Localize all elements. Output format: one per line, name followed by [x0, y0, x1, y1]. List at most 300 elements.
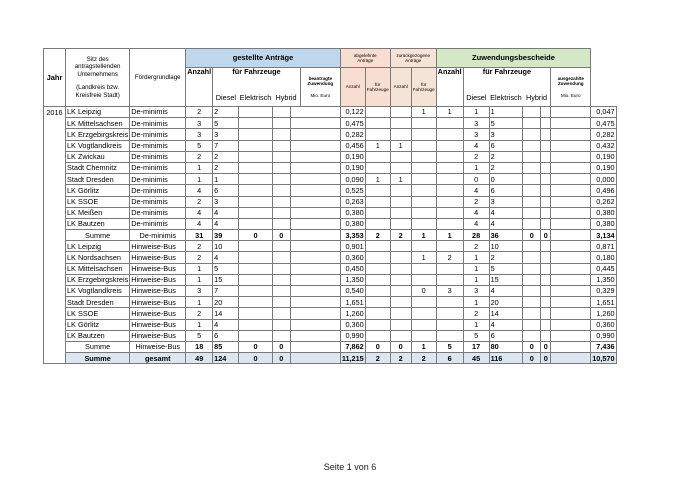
cell-region: LK Vogtlandkreis: [66, 140, 130, 151]
cell-region: LK Görlitz: [66, 319, 130, 330]
cell-z-anz: [411, 297, 436, 308]
table-row: [44, 330, 617, 341]
cell-w-h: [551, 263, 591, 274]
cell-w-mio: 10,570: [592, 353, 615, 363]
cell-a-f: [390, 218, 411, 229]
cell-g-d: [239, 162, 273, 173]
cell-g-f: 14: [213, 308, 239, 319]
cell-g-h: [290, 274, 340, 285]
cell-z-f: [436, 274, 463, 285]
cell-w-e: [541, 107, 551, 118]
cell-g-anz: 1: [186, 274, 213, 285]
cell-w-f: 80: [489, 341, 523, 352]
cell-z-anz: [411, 196, 436, 207]
cell-w-d: [523, 241, 541, 252]
cell-g-e: [272, 297, 290, 308]
cell-g-f: 20: [213, 297, 239, 308]
cell-g-e: [272, 274, 290, 285]
cell-g-e: 0: [272, 230, 290, 241]
cell-g-f: 4: [213, 207, 239, 218]
cell-g-f: 85: [213, 341, 239, 352]
cell-grund: De-minimis: [130, 162, 186, 173]
cell-w-e: [541, 218, 551, 229]
cell-a-f: [390, 297, 411, 308]
cell-w-e: 0: [541, 341, 551, 352]
table-row: [44, 107, 617, 118]
cell-a-anz: [365, 241, 390, 252]
cell-z-f: [436, 118, 463, 129]
cell-region: LK Mittelsachsen: [66, 263, 130, 274]
cell-w-h: [551, 207, 591, 218]
cell-g-f: 6: [213, 330, 239, 341]
year-cell: 2016: [44, 107, 66, 364]
cell-w-mio: 0,190: [591, 151, 616, 162]
cell-w-mio: 0,282: [591, 129, 616, 140]
cell-w-f: 15: [489, 274, 523, 285]
cell-g-anz: 31: [186, 230, 213, 241]
cell-g-h: [290, 118, 340, 129]
cell-w-e: [541, 263, 551, 274]
cell-g-d: [239, 330, 273, 341]
cell-g-d: [239, 196, 273, 207]
cell-w-h: [551, 151, 591, 162]
header-zurueck-line: Anträge: [405, 58, 422, 63]
cell-w-anz: 45: [463, 353, 489, 364]
cell-z-f: 1: [436, 230, 463, 241]
table-row: [44, 151, 617, 162]
cell-w-f: 20: [489, 297, 523, 308]
table-row: [44, 129, 617, 140]
cell-g-h: [290, 162, 340, 173]
header-zurueck-anzahl: Anzahl: [390, 68, 411, 107]
cell-z-anz: [411, 140, 436, 151]
cell-region: LK SSOE: [66, 308, 130, 319]
header-zurueck-fuer-line: für: [421, 81, 427, 87]
cell-w-f: 2: [489, 162, 523, 173]
cell-g-e: [272, 151, 290, 162]
header-sitz-line: Sitz des: [86, 55, 109, 63]
cell-w-h: [551, 297, 591, 308]
cell-w-mio: 1,651: [591, 297, 616, 308]
cell-z-anz: [411, 207, 436, 218]
header-zuwendung-hybrid: Hybrid: [523, 80, 551, 107]
cell-a-anz: [365, 319, 390, 330]
cell-w-f: 3: [489, 129, 523, 140]
cell-w-f: 4: [489, 218, 523, 229]
cell-w-d: [523, 330, 541, 341]
cell-w-d: [523, 118, 541, 129]
cell-w-d: [523, 274, 541, 285]
cell-grund: Hinweise-Bus: [130, 297, 186, 308]
cell-g-d: 0: [239, 353, 273, 364]
cell-w-d: [523, 151, 541, 162]
cell-w-anz: 3: [463, 129, 489, 140]
table-row: [44, 140, 617, 151]
cell-w-f: 116: [489, 353, 523, 364]
cell-g-f: 7: [213, 140, 239, 151]
cell-g-h: [290, 140, 340, 151]
cell-w-anz: 1: [463, 252, 489, 263]
cell-w-f: 2: [489, 252, 523, 263]
cell-g-h: [290, 341, 340, 352]
cell-g-e: [272, 319, 290, 330]
cell-g-anz: 1: [186, 297, 213, 308]
cell-w-h: [551, 330, 591, 341]
header-zurueck-fuer-line: Fahrzeuge: [412, 87, 435, 92]
cell-w-d: [523, 129, 541, 140]
cell-w-e: [541, 185, 551, 196]
cell-g-h: [290, 185, 340, 196]
cell-w-mio: 0,475: [591, 118, 616, 129]
cell-g-f: 10: [213, 241, 239, 252]
cell-a-anz: [365, 274, 390, 285]
cell-w-h: [551, 185, 591, 196]
table-row: [44, 286, 617, 297]
cell-g-mio: 0,190: [340, 151, 365, 162]
cell-g-e: [272, 308, 290, 319]
cell-g-e: [272, 162, 290, 173]
cell-grund: Hinweise-Bus: [130, 252, 186, 263]
cell-w-mio: 0,380: [591, 218, 616, 229]
cell-grund: De-minimis: [130, 129, 186, 140]
cell-region: LK Vogtlandkreis: [66, 286, 130, 297]
header-ausgezahlte-unit: Mio. Euro: [560, 92, 581, 98]
cell-z-f: [436, 162, 463, 173]
cell-grund: Hinweise-Bus: [130, 341, 186, 352]
cell-a-f: [390, 151, 411, 162]
table-row: [44, 162, 617, 173]
cell-w-f: 6: [489, 185, 523, 196]
cell-z-f: [436, 129, 463, 140]
cell-g-f: 39: [213, 230, 239, 241]
cell-z-anz: [411, 308, 436, 319]
cell-g-f: 6: [213, 185, 239, 196]
header-beantragte-zuwendung: [300, 68, 340, 107]
header-beantragte-line: beantragte: [308, 76, 333, 82]
header-sitz: [66, 49, 130, 107]
cell-g-e: [272, 196, 290, 207]
cell-z-f: [436, 319, 463, 330]
cell-a-anz: [365, 162, 390, 173]
header-beantragte-unit: Mio. Euro: [310, 92, 331, 98]
cell-z-anz: [411, 174, 436, 185]
cell-g-h: [290, 174, 340, 185]
cell-w-anz: 1: [463, 297, 489, 308]
cell-g-d: [239, 319, 273, 330]
table-row: [44, 297, 617, 308]
cell-a-f: [390, 286, 411, 297]
cell-w-f: 4: [489, 319, 523, 330]
cell-g-anz: 1: [186, 174, 213, 185]
cell-z-anz: 1: [411, 107, 436, 118]
cell-w-d: [523, 308, 541, 319]
cell-region: LK Zwickau: [66, 151, 130, 162]
cell-region: LK Erzgebirgskreis: [67, 129, 129, 139]
cell-w-mio: 0,360: [591, 319, 616, 330]
cell-w-anz: 4: [463, 218, 489, 229]
cell-g-d: [239, 174, 273, 185]
cell-w-e: 0: [541, 353, 551, 364]
cell-g-d: [239, 308, 273, 319]
cell-g-mio: 0,475: [340, 118, 365, 129]
cell-region: LK Mittelsachsen: [66, 118, 130, 129]
cell-a-f: [390, 252, 411, 263]
cell-w-anz: 1: [463, 107, 489, 118]
cell-w-anz: 0: [463, 174, 489, 185]
cell-w-h: [551, 353, 591, 364]
cell-w-f: 2: [489, 151, 523, 162]
header-zuwendung-anzahl: Anzahl: [436, 68, 463, 107]
header-sitz-line: Unternehmens: [77, 70, 118, 78]
cell-g-mio: 0,090: [340, 174, 365, 185]
cell-w-d: 0: [523, 353, 541, 364]
cell-z-f: [436, 330, 463, 341]
cell-w-e: [541, 162, 551, 173]
cell-g-f: 5: [213, 118, 239, 129]
cell-region: Summe: [66, 230, 130, 241]
cell-w-e: [541, 196, 551, 207]
cell-grund: De-minimis: [130, 185, 186, 196]
cell-g-mio: 0,360: [340, 252, 365, 263]
cell-z-f: [436, 185, 463, 196]
cell-z-anz: [411, 118, 436, 129]
cell-w-f: 4: [489, 207, 523, 218]
cell-a-f: 2: [390, 230, 411, 241]
cell-w-h: [551, 174, 591, 185]
cell-g-anz: 4: [186, 207, 213, 218]
cell-w-d: 0: [523, 341, 541, 352]
header-jahr: Jahr: [44, 49, 66, 107]
cell-g-e: 0: [272, 353, 290, 364]
cell-g-mio: 0,190: [340, 162, 365, 173]
cell-g-mio: 1,651: [340, 297, 365, 308]
cell-g-d: [239, 129, 273, 140]
cell-w-anz: 2: [463, 151, 489, 162]
cell-z-f: [436, 174, 463, 185]
table-row: [44, 196, 617, 207]
cell-g-e: [272, 140, 290, 151]
cell-g-d: [239, 252, 273, 263]
table-row: [44, 263, 617, 274]
header-zurueckgezogene-antraege: [390, 49, 436, 68]
cell-w-e: [541, 252, 551, 263]
cell-z-f: 2: [436, 252, 463, 263]
cell-grund: De-minimis: [130, 151, 186, 162]
header-abgelehnte-line: Anträge: [357, 58, 374, 63]
cell-w-e: [541, 297, 551, 308]
cell-g-h: [290, 207, 340, 218]
cell-w-h: [551, 252, 591, 263]
header-zuwendung-elektrisch: Elektrisch: [489, 80, 523, 107]
header-ausgezahlte-line: Zuwendung: [557, 81, 584, 87]
cell-g-anz: 1: [186, 162, 213, 173]
cell-w-anz: 3: [463, 286, 489, 297]
cell-w-mio: 0,432: [591, 140, 616, 151]
cell-w-e: [541, 330, 551, 341]
cell-grund: De-minimis: [130, 218, 186, 229]
cell-grund: Hinweise-Bus: [130, 263, 186, 274]
summary-row: [44, 341, 617, 352]
cell-a-anz: 0: [365, 341, 390, 352]
cell-g-f: 4: [213, 252, 239, 263]
cell-g-d: [239, 118, 273, 129]
cell-a-f: 0: [390, 341, 411, 352]
cell-w-f: 3: [489, 196, 523, 207]
cell-g-h: [290, 263, 340, 274]
cell-a-f: [390, 107, 411, 118]
cell-a-f: [390, 330, 411, 341]
cell-w-d: [523, 196, 541, 207]
cell-w-h: [551, 107, 591, 118]
cell-g-anz: 2: [186, 308, 213, 319]
cell-z-anz: [411, 263, 436, 274]
cell-g-h: [290, 297, 340, 308]
cell-g-d: [239, 297, 273, 308]
cell-g-d: [239, 151, 273, 162]
cell-w-h: [551, 162, 591, 173]
cell-w-h: [551, 230, 591, 241]
cell-g-h: [290, 196, 340, 207]
cell-g-f: 15: [213, 274, 239, 285]
cell-g-e: [272, 252, 290, 263]
cell-w-e: [541, 151, 551, 162]
cell-g-d: 0: [239, 230, 273, 241]
cell-g-f: 2: [213, 151, 239, 162]
cell-w-anz: 2: [463, 241, 489, 252]
header-zuwendung-diesel: Diesel: [463, 80, 489, 107]
cell-grund: Hinweise-Bus: [130, 319, 186, 330]
cell-region: LK Leipzig: [66, 241, 130, 252]
cell-g-f: 7: [213, 286, 239, 297]
cell-a-anz: [365, 129, 390, 140]
cell-a-anz: [365, 151, 390, 162]
header-ausgezahlte-zuwendung: [551, 68, 591, 107]
cell-g-h: [290, 129, 340, 140]
cell-g-mio: 0,380: [340, 207, 365, 218]
cell-w-mio: 0,871: [591, 241, 616, 252]
cell-a-f: [390, 308, 411, 319]
cell-w-f: 6: [489, 330, 523, 341]
header-zuwendung-fuer-fahrzeuge: für Fahrzeuge: [463, 68, 551, 80]
cell-w-anz: 4: [463, 140, 489, 151]
header-beantragte-line: Zuwendung: [307, 81, 334, 87]
cell-z-f: 5: [436, 341, 463, 352]
cell-w-mio: 0,190: [591, 162, 616, 173]
cell-w-f: 4: [489, 286, 523, 297]
cell-w-mio: 0,990: [591, 330, 616, 341]
cell-w-mio: 0,180: [591, 252, 616, 263]
cell-g-h: [290, 151, 340, 162]
cell-g-mio: 11,215: [341, 353, 364, 363]
cell-g-d: [239, 107, 273, 118]
header-abgelehnte-fuer-line: für: [375, 81, 381, 87]
cell-g-d: [239, 241, 273, 252]
cell-g-f: 124: [213, 353, 239, 364]
cell-w-anz: 4: [463, 185, 489, 196]
cell-z-anz: 1: [411, 230, 436, 241]
cell-region: LK Bautzen: [66, 330, 130, 341]
cell-g-anz: 1: [186, 319, 213, 330]
header-sitz-line: Kreisfreie Stadt): [75, 91, 120, 99]
cell-a-anz: [365, 118, 390, 129]
cell-w-e: [541, 207, 551, 218]
table-row: [44, 308, 617, 319]
cell-g-mio: 0,263: [340, 196, 365, 207]
cell-w-h: [551, 118, 591, 129]
table-row: [44, 207, 617, 218]
cell-a-f: [390, 196, 411, 207]
cell-a-f: [390, 185, 411, 196]
cell-g-mio: 0,380: [340, 218, 365, 229]
cell-g-mio: 3,353: [340, 230, 365, 241]
cell-z-anz: [411, 185, 436, 196]
cell-w-e: [541, 286, 551, 297]
cell-a-anz: [365, 263, 390, 274]
cell-w-anz: 3: [463, 118, 489, 129]
cell-a-f: 1: [390, 140, 411, 151]
cell-w-f: 5: [489, 118, 523, 129]
cell-w-h: [551, 129, 591, 140]
cell-a-f: 2: [390, 353, 411, 364]
cell-g-anz: 2: [186, 151, 213, 162]
cell-region: LK Erzgebirgskreis: [67, 275, 129, 285]
cell-w-h: [551, 319, 591, 330]
cell-w-d: [523, 297, 541, 308]
cell-g-d: [239, 185, 273, 196]
cell-g-h: [290, 330, 340, 341]
cell-z-f: 6: [436, 353, 463, 364]
cell-g-d: [239, 218, 273, 229]
table-row: [44, 218, 617, 229]
cell-grund: Hinweise-Bus: [130, 286, 186, 297]
cell-g-e: [272, 330, 290, 341]
cell-region: Summe: [66, 341, 130, 352]
cell-z-anz: [411, 151, 436, 162]
cell-g-e: 0: [272, 341, 290, 352]
cell-region: Stadt Chemnitz: [66, 162, 130, 173]
cell-w-mio: 0,329: [591, 286, 616, 297]
cell-z-f: [436, 218, 463, 229]
cell-w-d: [523, 207, 541, 218]
cell-z-f: [436, 196, 463, 207]
header-foerdergrundlage: Fördergrundlage: [130, 49, 186, 107]
cell-g-anz: 3: [186, 286, 213, 297]
cell-w-h: [551, 140, 591, 151]
cell-z-f: [436, 241, 463, 252]
cell-region: Stadt Dresden: [66, 174, 130, 185]
table-row: [44, 118, 617, 129]
cell-g-f: 3: [213, 196, 239, 207]
cell-w-h: [551, 218, 591, 229]
header-sitz-line: antragstellenden: [74, 63, 121, 71]
cell-z-anz: [411, 129, 436, 140]
cell-g-mio: 0,450: [340, 263, 365, 274]
cell-z-anz: [411, 162, 436, 173]
cell-z-f: 1: [436, 107, 463, 118]
cell-w-mio: 0,262: [591, 196, 616, 207]
cell-g-anz: 49: [186, 353, 213, 364]
cell-w-anz: 17: [463, 341, 489, 352]
cell-g-h: [290, 308, 340, 319]
cell-g-e: [272, 129, 290, 140]
cell-g-mio: 7,862: [340, 341, 365, 352]
cell-g-e: [272, 185, 290, 196]
cell-a-f: [390, 162, 411, 173]
cell-g-h: [290, 241, 340, 252]
cell-w-h: [551, 308, 591, 319]
cell-g-f: 2: [213, 107, 239, 118]
cell-a-f: [390, 274, 411, 285]
